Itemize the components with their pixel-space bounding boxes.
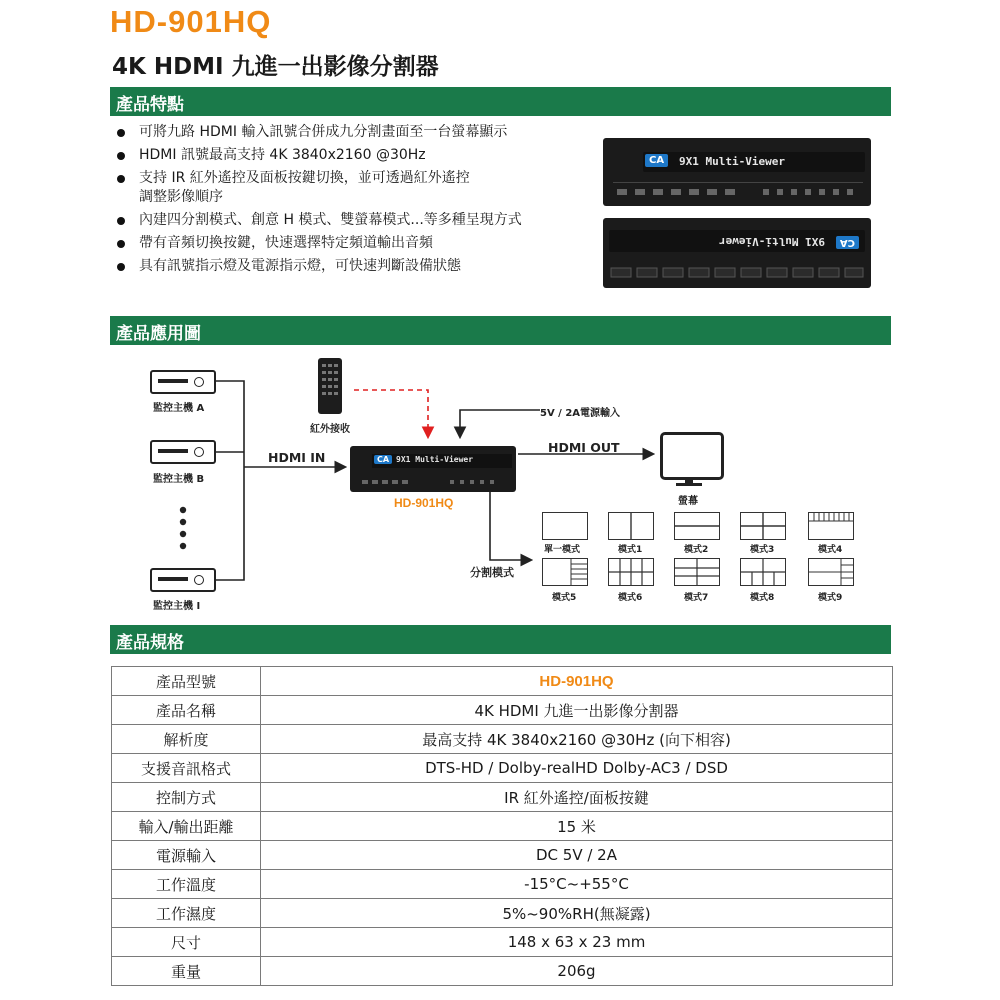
- multiviewer-device: [350, 446, 516, 492]
- device-label: 9X1 Multi-Viewer: [396, 455, 474, 464]
- device-label: 9X1 Multi-Viewer: [719, 235, 825, 248]
- mode-label: 模式4: [818, 545, 843, 555]
- section-label-features: 產品特點: [116, 95, 184, 115]
- mode-label: 模式6: [618, 593, 643, 603]
- table-row: [112, 696, 893, 725]
- mode-thumbnail-9: [808, 558, 854, 586]
- spec-key: 控制方式: [112, 783, 261, 812]
- section-label-specs: 產品規格: [116, 633, 184, 653]
- button-row-icon: [360, 478, 510, 488]
- spec-value: 最高支持 4K 3840x2160 @30Hz (向下相容): [261, 725, 893, 754]
- table-row: [112, 667, 893, 696]
- spec-value: -15°C~+55°C: [261, 870, 893, 899]
- spec-value: 4K HDMI 九進一出影像分割器: [261, 696, 893, 725]
- spec-value: 5%~90%RH(無凝露): [261, 899, 893, 928]
- source-a-label: 監控主機 A: [153, 403, 205, 414]
- spec-key: 工作溫度: [112, 870, 261, 899]
- device-model-label: HD-901HQ: [394, 496, 454, 510]
- mode-thumbnail-4: [808, 512, 854, 540]
- table-row: [112, 841, 893, 870]
- dvr-icon: [150, 370, 216, 394]
- hdmi-out-label: HDMI OUT: [548, 440, 620, 455]
- mode-label: 模式3: [750, 545, 775, 555]
- dvr-icon: [150, 440, 216, 464]
- feature-text: 支持 IR 紅外遙控及面板按鍵切換，並可透過紅外遙控: [139, 170, 470, 186]
- mode-label: 模式1: [618, 545, 643, 555]
- ir-receiver-label: 紅外接收: [310, 424, 350, 435]
- monitor-base-icon: [676, 483, 702, 486]
- mode-label: 單一模式: [544, 545, 581, 555]
- spec-key: 輸入/輸出距離: [112, 812, 261, 841]
- brand-logo-icon: CA: [374, 455, 392, 464]
- product-title: 4K HDMI 九進一出影像分割器: [112, 54, 439, 80]
- spec-key: 重量: [112, 957, 261, 986]
- ellipsis-dots-icon: [180, 507, 186, 549]
- device-top-panel: [372, 454, 512, 468]
- mode-label: 模式7: [684, 593, 709, 603]
- spec-key: 工作濕度: [112, 899, 261, 928]
- brand-logo-icon: CA: [836, 236, 859, 249]
- table-row: [112, 928, 893, 957]
- spec-value: DTS-HD / Dolby-realHD Dolby-AC3 / DSD: [261, 754, 893, 783]
- spec-key: 支援音訊格式: [112, 754, 261, 783]
- feature-text: 調整影像順序: [139, 189, 223, 205]
- spec-value: 148 x 63 x 23 mm: [261, 928, 893, 957]
- table-row: [112, 783, 893, 812]
- spec-value: 206g: [261, 957, 893, 986]
- table-row: [112, 812, 893, 841]
- mode-thumbnail-6: [608, 558, 654, 586]
- spec-table: [111, 666, 893, 986]
- table-row: [112, 899, 893, 928]
- section-label-application: 產品應用圖: [116, 324, 201, 344]
- hdmi-in-label: HDMI IN: [268, 450, 326, 465]
- spec-key: 解析度: [112, 725, 261, 754]
- mode-label: 模式5: [552, 593, 577, 603]
- mode-thumbnail-3: [740, 512, 786, 540]
- mode-thumbnail-2: [674, 512, 720, 540]
- mode-label: 模式8: [750, 593, 775, 603]
- spec-value: IR 紅外遙控/面板按鍵: [261, 783, 893, 812]
- split-mode-label: 分割模式: [470, 566, 514, 579]
- table-row: [112, 870, 893, 899]
- spec-key: 產品名稱: [112, 696, 261, 725]
- dvr-icon: [150, 568, 216, 592]
- ir-remote-icon: [318, 358, 342, 414]
- section-bar-specs: [110, 625, 891, 654]
- table-row: [112, 754, 893, 783]
- source-i-label: 監控主機 I: [153, 601, 201, 612]
- power-input-label: 5V / 2A電源輸入: [540, 408, 621, 419]
- mode-thumbnail-1: [608, 512, 654, 540]
- feature-text: 具有訊號指示燈及電源指示燈，可快速判斷設備狀態: [139, 258, 461, 274]
- mode-thumbnail-5: [542, 558, 588, 586]
- spec-value: DC 5V / 2A: [261, 841, 893, 870]
- mode-thumbnail-single: [542, 512, 588, 540]
- ir-signal-arrow: [354, 390, 428, 436]
- feature-text: HDMI 訊號最高支持 4K 3840x2160 @30Hz: [139, 147, 426, 163]
- source-b-label: 監控主機 B: [153, 474, 205, 485]
- feature-text: 內建四分割模式、創意 H 模式、雙螢幕模式...等多種呈現方式: [139, 212, 522, 228]
- device-label: 9X1 Multi-Viewer: [679, 155, 785, 168]
- feature-text: 帶有音頻切換按鍵，快速選擇特定頻道輸出音頻: [139, 235, 433, 251]
- mode-label: 模式9: [818, 593, 843, 603]
- spec-value: HD-901HQ: [261, 667, 893, 696]
- spec-value: 15 米: [261, 812, 893, 841]
- spec-key: 產品型號: [112, 667, 261, 696]
- mode-thumbnail-7: [674, 558, 720, 586]
- model-title: HD-901HQ: [110, 4, 272, 39]
- spec-key: 電源輸入: [112, 841, 261, 870]
- mode-thumbnail-8: [740, 558, 786, 586]
- monitor-label: 螢幕: [678, 496, 698, 507]
- table-row: [112, 957, 893, 986]
- mode-label: 模式2: [684, 545, 709, 555]
- monitor-icon: [660, 432, 724, 480]
- feature-text: 可將九路 HDMI 輸入訊號合併成九分割畫面至一台螢幕顯示: [139, 124, 508, 140]
- table-row: [112, 725, 893, 754]
- brand-logo-icon: CA: [645, 154, 668, 167]
- spec-key: 尺寸: [112, 928, 261, 957]
